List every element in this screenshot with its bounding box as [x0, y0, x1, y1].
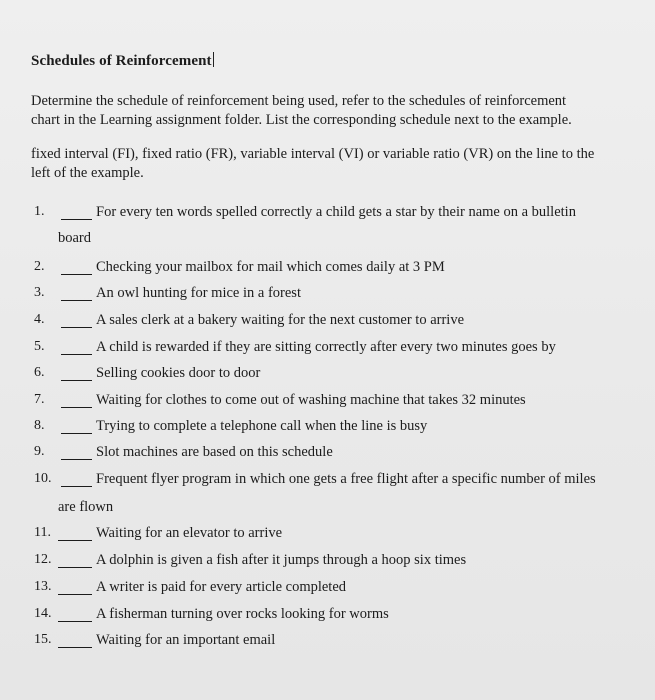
- item-text: Waiting for an elevator to arrive: [96, 525, 283, 541]
- answer-blank[interactable]: [58, 540, 92, 541]
- item-text: Frequent flyer program in which one gets a free flight after a specific number of miles: [96, 471, 596, 487]
- instructions-line: fixed interval (FI), fixed ratio (FR), variable interval (VI) or variable ratio (VR) on the line to the: [31, 146, 595, 162]
- item-number: 10.: [34, 471, 52, 486]
- item-number: 3.: [34, 285, 45, 300]
- item-number: 8.: [34, 418, 45, 433]
- answer-blank[interactable]: [61, 459, 92, 460]
- item-number: 7.: [34, 392, 45, 407]
- item-number: 5.: [34, 339, 45, 354]
- answer-blank[interactable]: [58, 567, 92, 568]
- answer-blank[interactable]: [58, 621, 92, 622]
- item-text: Checking your mailbox for mail which comes daily at 3 PM: [96, 259, 445, 275]
- answer-blank[interactable]: [61, 274, 92, 275]
- item-text: Waiting for clothes to come out of washing machine that takes 32 minutes: [96, 392, 526, 408]
- answer-blank[interactable]: [61, 219, 92, 220]
- item-number: 15.: [34, 632, 52, 647]
- item-number: 1.: [34, 204, 45, 219]
- title-text: Schedules of Reinforcement: [31, 53, 212, 69]
- item-text: Selling cookies door to door: [96, 365, 261, 381]
- item-number: 2.: [34, 259, 45, 274]
- item-text: A child is rewarded if they are sitting correctly after every two minutes goes by: [96, 339, 556, 355]
- item-number: 6.: [34, 365, 45, 380]
- answer-blank[interactable]: [58, 594, 92, 595]
- answer-blank[interactable]: [61, 354, 92, 355]
- document-title: [31, 52, 214, 70]
- item-number: 4.: [34, 312, 45, 327]
- instructions-paragraph-1: [31, 92, 641, 130]
- answer-blank[interactable]: [58, 647, 92, 648]
- item-text: A dolphin is given a fish after it jumps through a hoop six times: [96, 552, 467, 568]
- answer-blank[interactable]: [61, 380, 92, 381]
- item-text: Waiting for an important email: [96, 632, 276, 648]
- item-text: Slot machines are based on this schedule: [96, 444, 333, 460]
- text-cursor: [213, 52, 214, 67]
- item-number: 14.: [34, 606, 52, 621]
- item-text: Trying to complete a telephone call when the line is busy: [96, 418, 428, 434]
- answer-blank[interactable]: [61, 327, 92, 328]
- item-text: A writer is paid for every article completed: [96, 579, 347, 595]
- item-number: 9.: [34, 444, 45, 459]
- item-number: 12.: [34, 552, 52, 567]
- instructions-line: chart in the Learning assignment folder. List the corresponding schedule next to the example.: [31, 112, 572, 128]
- instructions-line: left of the example.: [31, 165, 144, 181]
- item-text: A sales clerk at a bakery waiting for the next customer to arrive: [96, 312, 465, 328]
- item-number: 13.: [34, 579, 52, 594]
- answer-blank[interactable]: [61, 486, 92, 487]
- item-continuation: are flown: [58, 499, 114, 515]
- item-text: For every ten words spelled correctly a child gets a star by their name on a bulletin: [96, 204, 576, 220]
- item-text: An owl hunting for mice in a forest: [96, 285, 301, 301]
- instructions-line: Determine the schedule of reinforcement being used, refer to the schedules of reinforcement: [31, 93, 567, 109]
- item-number: 11.: [34, 525, 51, 540]
- answer-blank[interactable]: [61, 433, 92, 434]
- answer-blank[interactable]: [61, 407, 92, 408]
- answer-blank[interactable]: [61, 300, 92, 301]
- instructions-paragraph-2: [31, 145, 641, 183]
- item-text: A fisherman turning over rocks looking for worms: [96, 606, 389, 622]
- item-continuation: board: [58, 230, 92, 246]
